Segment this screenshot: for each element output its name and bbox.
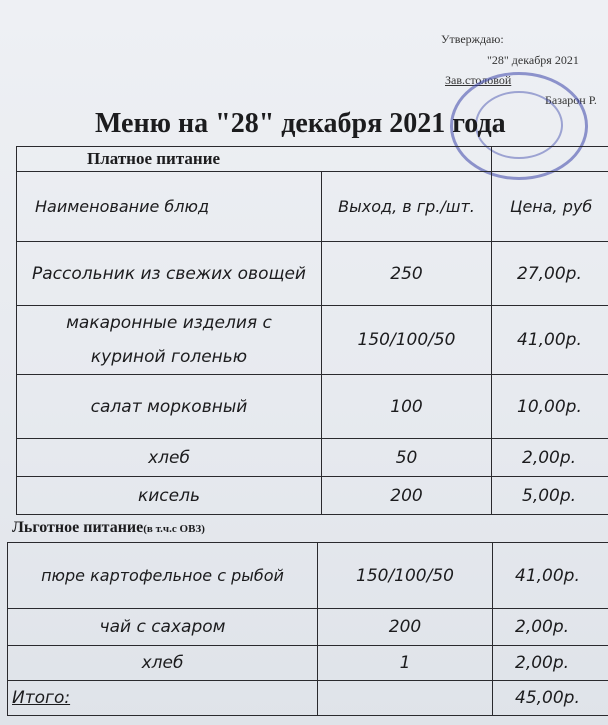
dish-price: 2,00р. — [492, 439, 608, 477]
dish-price: 41,00р. — [493, 543, 608, 609]
dish-price: 41,00р. — [492, 306, 608, 375]
dish-name: макаронные изделия с куриной голенью — [17, 306, 322, 375]
approval-role: Зав.столовой — [445, 73, 512, 87]
paid-section-title: Платное питание — [17, 147, 492, 172]
benefit-section-title — [12, 519, 205, 537]
dish-output: 100 — [322, 375, 492, 439]
header-price: Цена, руб — [492, 172, 608, 242]
dish-output: 250 — [322, 242, 492, 306]
dish-name: Рассольник из свежих овощей — [17, 242, 322, 306]
dish-output: 200 — [318, 609, 493, 646]
total-value: 45,00р. — [493, 681, 608, 716]
paid-menu-table — [16, 146, 608, 515]
approval-date: "28" декабря 2021 — [487, 53, 579, 67]
benefit-menu-table — [7, 542, 608, 716]
table-row — [8, 646, 608, 681]
table-row — [8, 543, 608, 609]
dish-price: 27,00р. — [492, 242, 608, 306]
approval-title: Утверждаю: — [441, 32, 504, 46]
benefit-section-note: (в т.ч.с ОВЗ) — [143, 523, 205, 535]
paid-section-empty-cell — [492, 147, 608, 172]
benefit-section-label: Льготное питание — [12, 519, 144, 536]
dish-price: 10,00р. — [492, 375, 608, 439]
table-row — [17, 306, 608, 375]
dish-output: 200 — [322, 477, 492, 515]
dish-price: 2,00р. — [493, 609, 608, 646]
table-row — [17, 375, 608, 439]
table-row — [17, 477, 608, 515]
page-title: Меню на "28" декабря 2021 года — [95, 108, 506, 139]
dish-output: 150/100/50 — [318, 543, 493, 609]
dish-name: салат морковный — [17, 375, 322, 439]
table-row — [17, 439, 608, 477]
paid-section-row — [17, 147, 608, 172]
dish-name: кисель — [17, 477, 322, 515]
header-name: Наименование блюд — [17, 172, 322, 242]
dish-name: хлеб — [8, 646, 318, 681]
total-empty-cell — [318, 681, 493, 716]
table-row — [8, 609, 608, 646]
header-output: Выход, в гр./шт. — [322, 172, 492, 242]
dish-output: 50 — [322, 439, 492, 477]
total-row — [8, 681, 608, 716]
dish-price: 2,00р. — [493, 646, 608, 681]
table-row — [17, 242, 608, 306]
approval-name: Базарон Р. — [545, 93, 597, 107]
dish-output: 150/100/50 — [322, 306, 492, 375]
dish-name: чай с сахаром — [8, 609, 318, 646]
dish-name: пюре картофельное с рыбой — [8, 543, 318, 609]
dish-output: 1 — [318, 646, 493, 681]
dish-price: 5,00р. — [492, 477, 608, 515]
dish-name: хлеб — [17, 439, 322, 477]
table-header-row — [17, 172, 608, 242]
total-label: Итого: — [8, 681, 318, 716]
